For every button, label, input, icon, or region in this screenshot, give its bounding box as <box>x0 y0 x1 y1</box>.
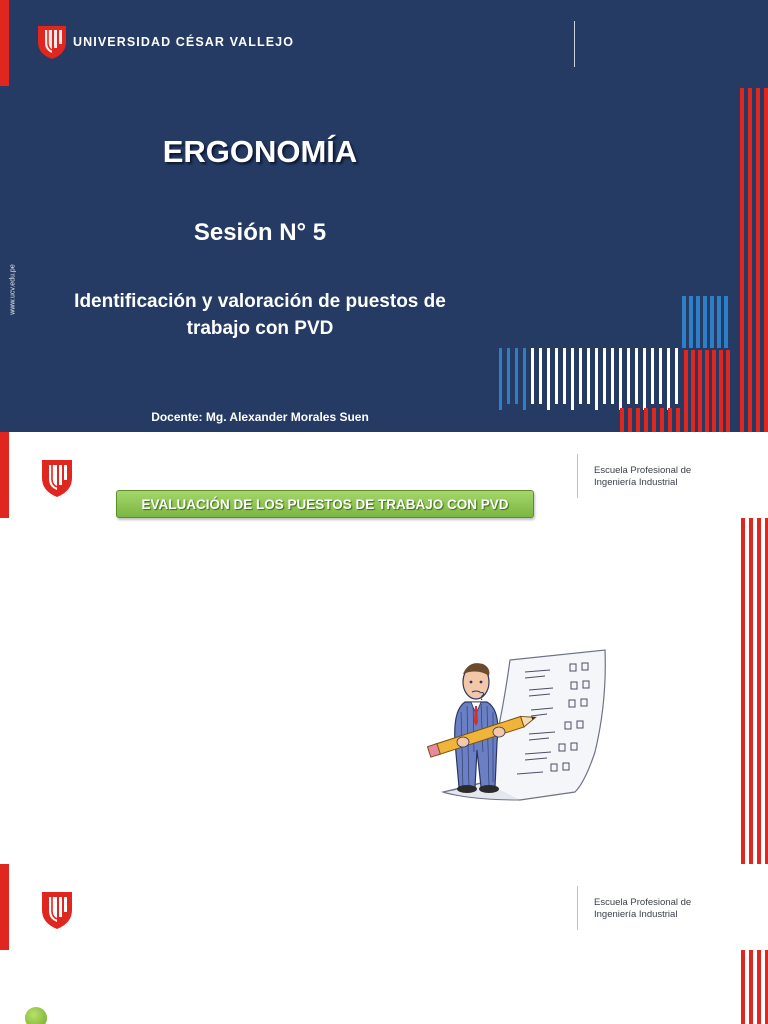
svg-text:?: ? <box>479 690 485 703</box>
topic-line-1: Identificación y valoración de puestos de <box>74 291 446 312</box>
session-number: Sesión N° 5 <box>193 219 327 246</box>
school-line-1: Escuela Profesional de <box>594 465 692 476</box>
red-accent-bar <box>0 432 9 518</box>
school-line-2: Ingeniería Industrial <box>594 909 678 920</box>
content-slide <box>0 432 768 864</box>
university-name: UNIVERSIDAD CÉSAR VALLEJO <box>73 35 295 49</box>
decorative-stripes <box>740 950 768 1024</box>
school-name <box>594 465 691 489</box>
website-url: www.ucv.edu.pe <box>9 264 17 315</box>
decorative-stripes <box>0 0 768 432</box>
course-title: ERGONOMÍA <box>162 134 358 169</box>
school-line-2: Ingeniería Industrial <box>594 477 678 488</box>
title-slide <box>0 0 768 432</box>
red-accent-bar <box>0 864 9 950</box>
header-divider <box>577 454 578 498</box>
header-divider <box>577 886 578 930</box>
ucv-shield-icon <box>40 890 74 930</box>
instructor-name: Docente: Mg. Alexander Morales Suen <box>151 410 369 424</box>
school-line-1: Escuela Profesional de <box>594 897 692 908</box>
decorative-stripes <box>740 518 768 864</box>
school-name <box>594 897 691 921</box>
topic-line-2: trabajo con PVD <box>186 318 334 339</box>
content-slide-next <box>0 864 768 1024</box>
section-heading-banner: EVALUACIÓN DE LOS PUESTOS DE TRABAJO CON PVD <box>116 490 534 518</box>
checklist-man-icon <box>425 642 610 802</box>
ucv-shield-icon <box>40 458 74 498</box>
green-bullet-icon <box>25 1007 47 1024</box>
